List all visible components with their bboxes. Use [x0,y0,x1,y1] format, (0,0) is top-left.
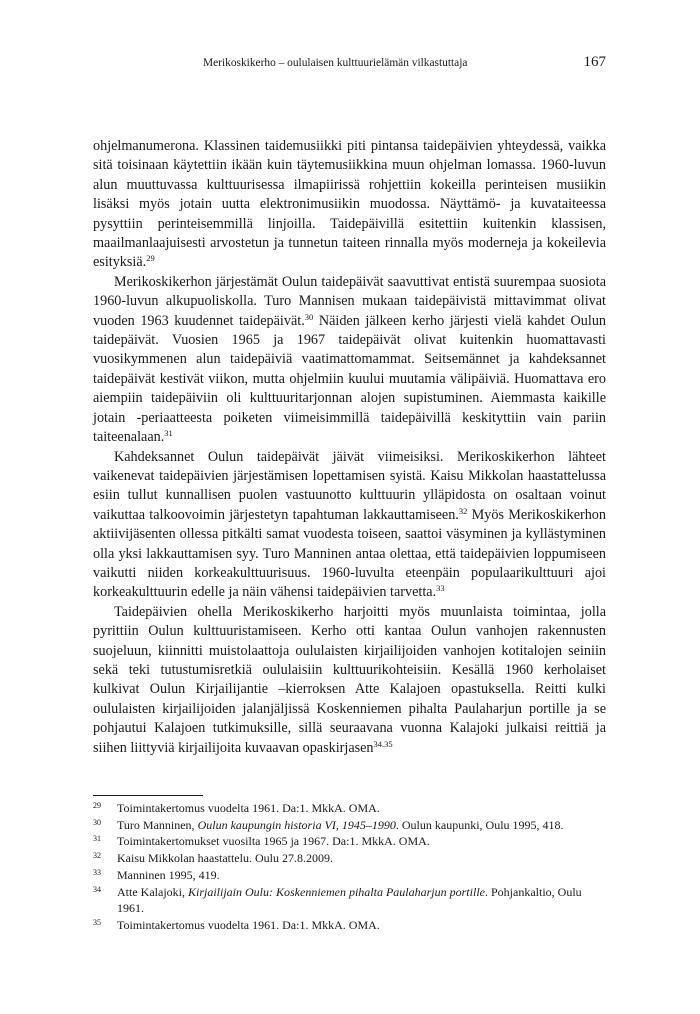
footnote-author: Atte Kalajoki, [117,884,188,899]
footnote-number: 35 [93,917,101,927]
footnote-number: 33 [93,867,101,877]
footnote-35 [93,917,606,934]
footnote-text: Manninen 1995, 419. [117,867,220,882]
footnote-ref-31[interactable]: 31 [164,427,173,438]
running-title: Merikoskikerho – oululaisen kulttuurielämän vilkastuttaja [203,57,468,69]
paragraph-4 [93,603,606,758]
footnote-31 [93,833,606,850]
footnote-divider [93,795,203,796]
footnote-text: Toimintakertomus vuodelta 1961. Da:1. MkkA. OMA. [117,801,380,815]
footnote-publisher: . Oulun kaupunki, Oulu 1995, 418. [395,817,564,832]
footnote-32 [93,850,606,867]
footnote-30 [93,817,606,834]
footnote-publisher: . Pohjankaltio, Oulu 1961. [117,884,582,916]
footnote-ref-34-35[interactable]: 34.35 [373,738,393,749]
footnote-34 [93,884,606,917]
footnote-number: 32 [93,851,101,861]
footnote-author: Turo Manninen, [117,817,198,832]
footnote-book-title: Oulun kaupungin historia VI, 1945–1990 [197,817,396,832]
paragraph-1 [93,137,606,273]
footnote-ref-33[interactable]: 33 [436,583,445,594]
paragraph-1-text: ohjelmanumerona. Klassinen taidemusiikki piti pintansa taidepäivien yhteydessä, vaikka sitä toisinaan käytettiin ikään kuin täytemusiikkina muun ohjelman lomassa. 1960-luvun alun muuttuvassa kulttuurisessa ilmapiirissä rohjettiin kokeilla perinteisen musiikin lisäksi myös jotain uutta elektronimusiikin muodossa. Näyttämö- ja kuvataiteessa pysyttiin perinteisemmillä linjoilla. Taidepäivillä esitettiin kuitenkin klassisen, maailmanlaajuisesti arvostetun ja tunnetun taiteen rinnalla myös moderneja ja kokeilevia esityksiä. [93,138,606,271]
footnote-text: Toimintakertomukset vuosilta 1965 ja 1967. Da:1. MkkA. OMA. [117,834,430,849]
paragraph-3 [93,448,606,603]
footnote-number: 31 [93,834,101,844]
footnote-ref-32[interactable]: 32 [458,505,468,516]
footnote-ref-29[interactable]: 29 [146,253,155,264]
paragraph-3-text-a: Kahdeksannet Oulun taidepäivät jäivät viimeisiksi. Merikoskikerhon lähteet vaikenevat taidepäivien järjestämisen lopettamisen syistä. Kaisu Mikkolan haastattelussa esiin tullut kunnallisen puolen vastuunotto kulttuurin ylläpidosta on osaltaan voinut vaikuttaa talkoovoimin järjestetyn tapahtuman lakkauttamiseen. [93,448,606,523]
footnote-33 [93,867,606,884]
footnote-number: 29 [93,801,101,810]
footnote-number: 34 [93,884,101,894]
footnote-text [117,818,564,832]
paragraph-2 [93,273,606,448]
footnote-text: Toimintakertomus vuodelta 1961. Da:1. MkkA. OMA. [117,917,380,932]
paragraph-4-text: Taidepäivien ohella Merikoskikerho harjoitti myös muunlaista toimintaa, jolla pyrittiin Oulun kulttuuristamiseen. Kerho otti kantaa Oulun vanhojen rakennusten suojeluun, kiinnitti muistolaattoja oululaisten kirjailijoiden vanhojen kotitalojen seiniin sekä teki tutustumisretkiä oululaisiin kulttuurikohteisiin. Kesällä 1960 kerholaiset kulkivat Oulun Kirjailijantie –kierroksen Atte Kalajoen opastuksella. Reitti kulki oululaisten kirjailijoiden jalanjäljissä Koskenniemen pihalta Paulaharjun portille ja se pohjautui Kalajoen tutkimuksille, sillä seuraavana vuonna Kalajoki julkaisi reittiä ja siihen liittyviä kirjailijoita kuvaavan opaskirjasen [93,603,606,756]
footnote-text: Kaisu Mikkolan haastattelu. Oulu 27.8.2009. [117,851,333,866]
footnote-ref-30[interactable]: 30 [304,311,314,322]
footnotes [93,800,606,934]
paragraph-3-text-b: Myös Merikoskikerhon aktiivijäsenten ollessa pitkälti samat vuodesta toiseen, saattoi väsyminen ja kyllästyminen olla yksi lakkauttamisen syy. Turo Manninen antaa olettaa, että taidepäivien loppumiseen vaikutti niiden korkeakulttuurisuus. 1960-luvulta eteenpäin populaarikulttuuri ajoi korkeakulttuurin edelle ja näin vähensi taidepäivien tarvetta. [93,506,606,601]
footnote-text [117,885,582,916]
page-number: 167 [583,54,606,70]
footnote-book-title: Kirjailijain Oulu: Koskenniemen pihalta Paulaharjun portille [187,884,485,899]
footnote-29 [93,800,606,817]
paragraph-2-text-b: Näiden jälkeen kerho järjesti vielä kahdet Oulun taidepäivät. Vuosien 1965 ja 1967 taidepäivät olivat kuitenkin huomattavasti vuosikymmenen alun taidepäiviä vaatimattomammat. Seitsemännet ja kahdeksannet taidepäivät kestivät viikon, mutta ohjelmiin kuului muutamia välipäiviä. Huomattava ero aiempiin taidepäiviin oli kulttuuritarjonnan alojen supistuminen. Aiemmasta kaikille jotain -periaatteesta poiketen viimeisimmillä taidepäivillä keskityttiin vain pariin taiteenalaan. [93,312,607,446]
footnote-number: 30 [93,817,101,827]
body-text [93,137,606,758]
paragraph-2-text-a: Merikoskikerhon järjestämät Oulun taidepäivät saavuttivat entistä suurempaa suosiota 1960-luvun alkupuoliskolla. Turo Mannisen mukaan taidepäivistä mittavimmat olivat vuoden 1963 kuudennet taidepäivät. [93,273,606,329]
running-header [93,56,606,72]
